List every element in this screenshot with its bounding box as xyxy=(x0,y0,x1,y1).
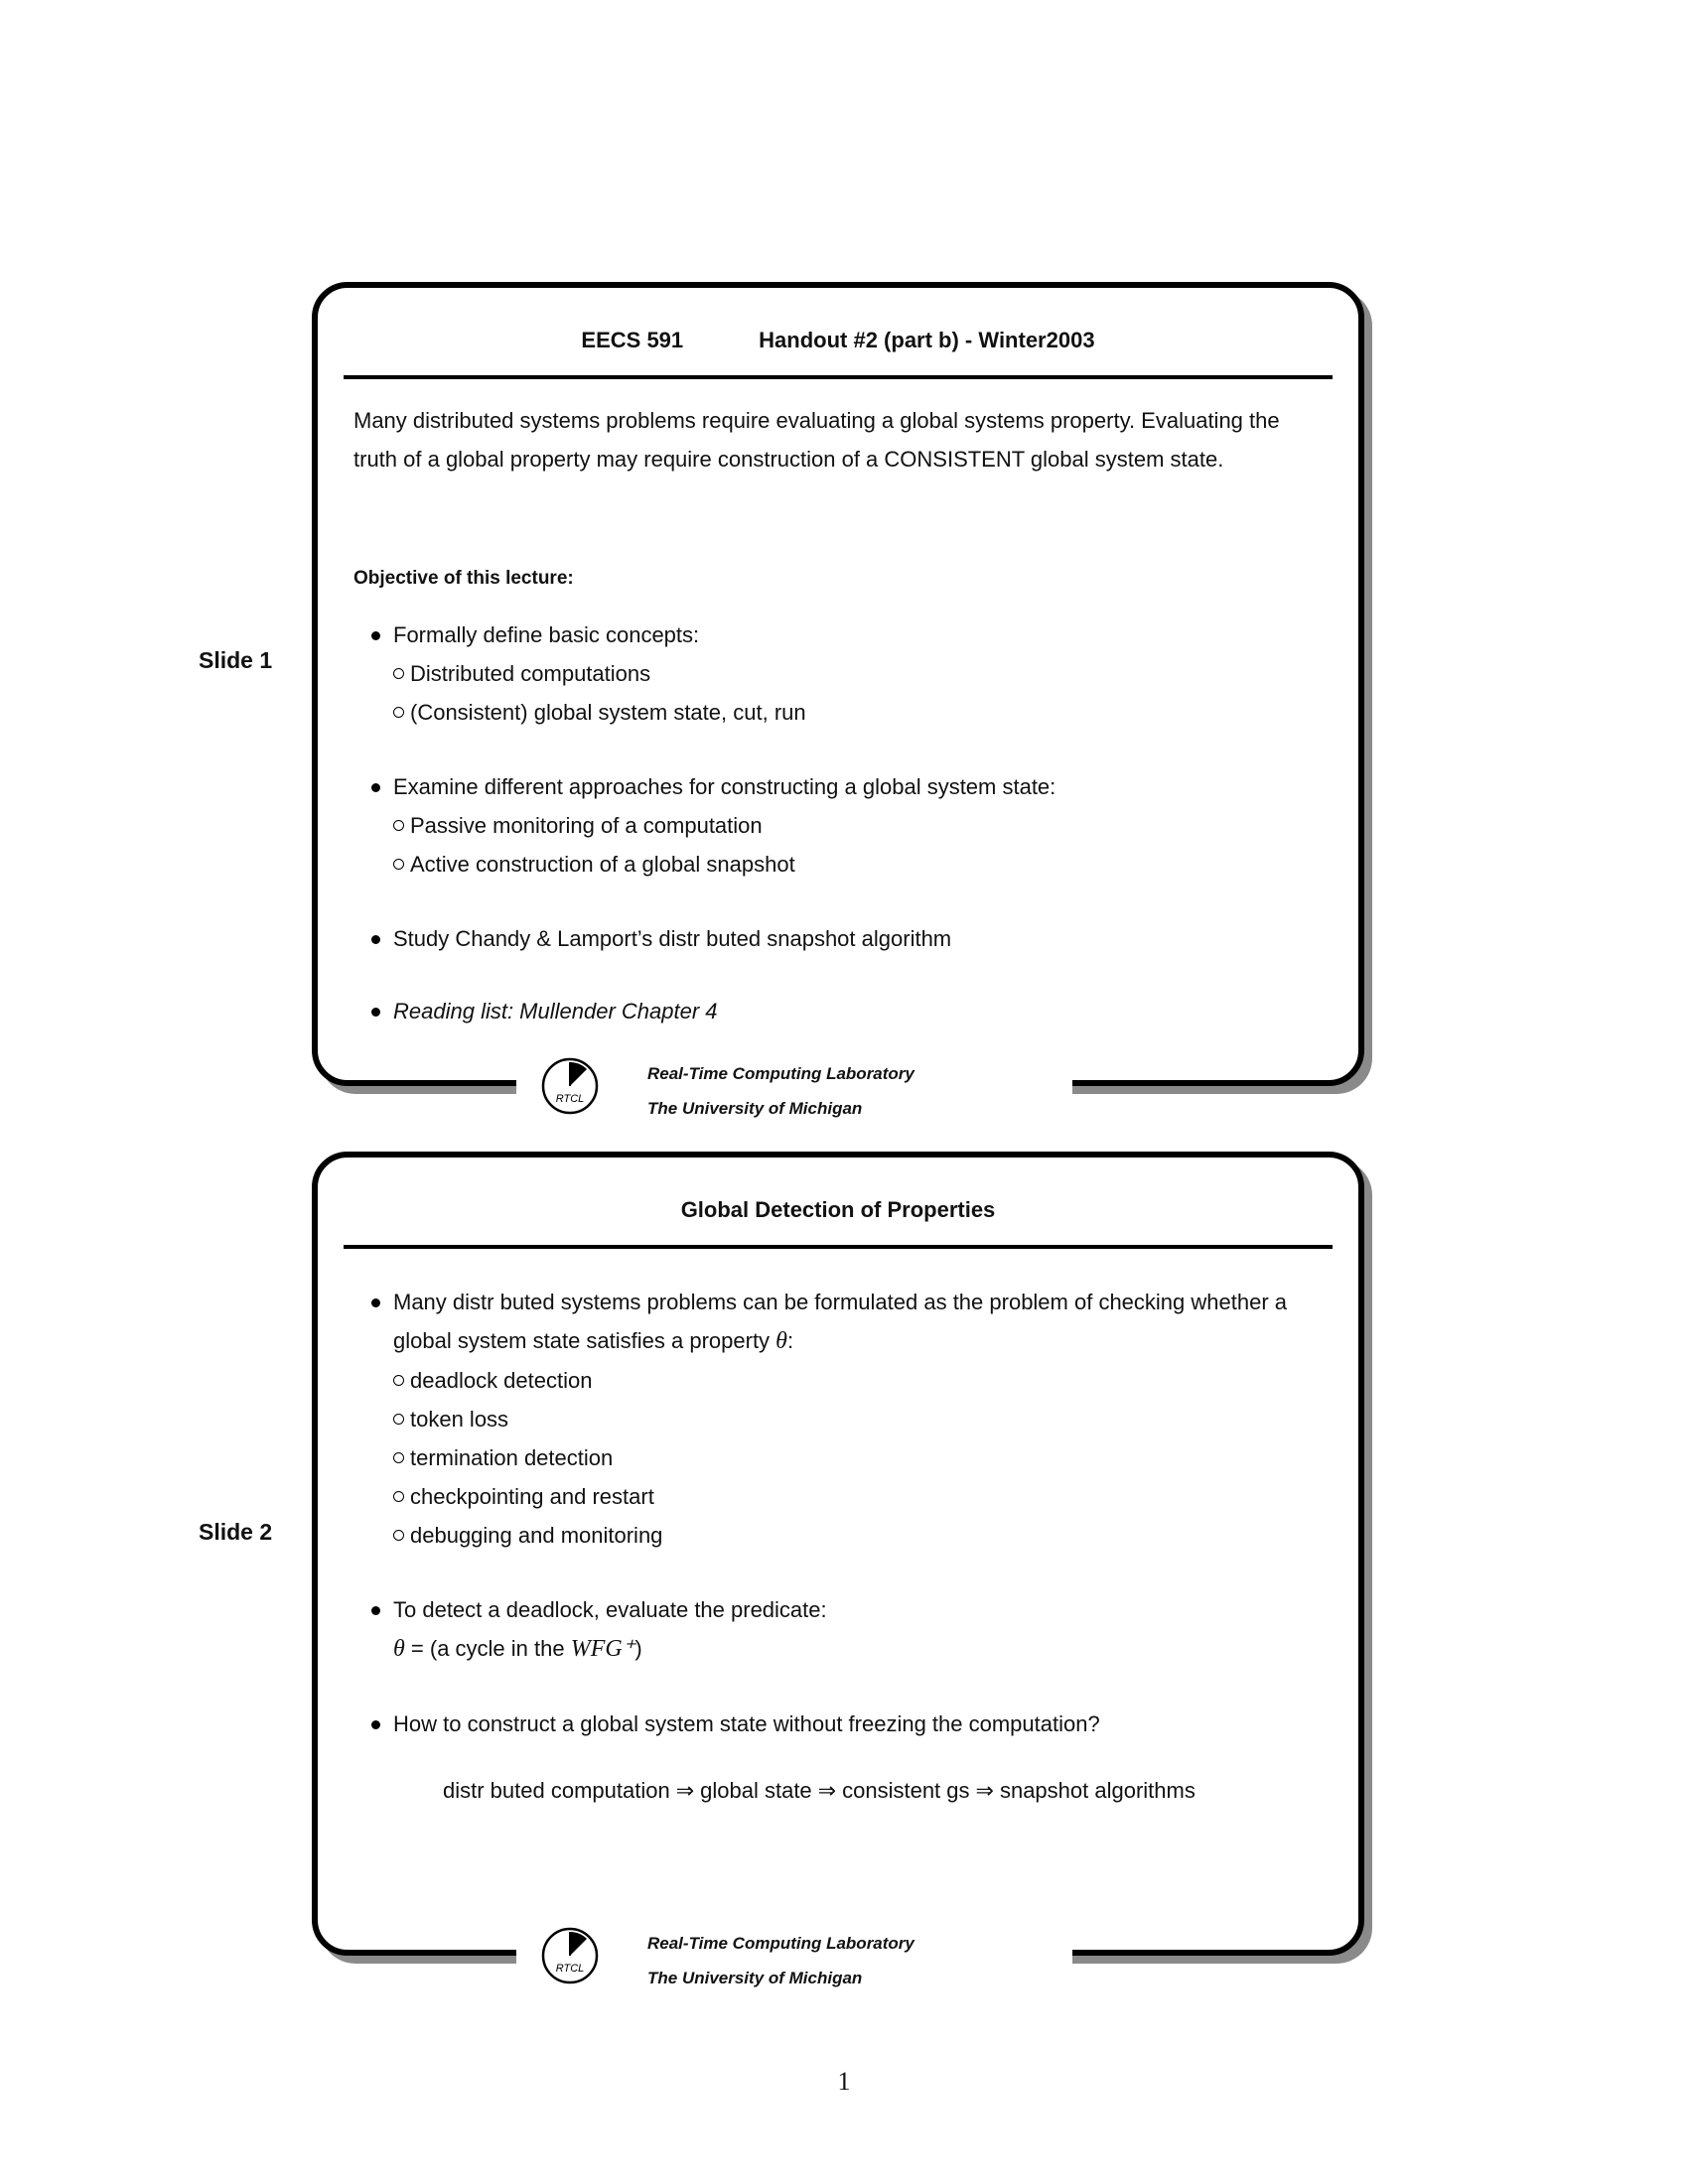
svg-text:RTCL: RTCL xyxy=(555,1963,585,1975)
slide-footer xyxy=(516,1056,1072,1126)
implies-arrow-icon: ⇒ xyxy=(975,1779,994,1804)
circle-bullet-icon xyxy=(393,1375,404,1386)
bullet-icon xyxy=(371,631,380,640)
intro-paragraph: Many distributed systems problems require evaluating a global systems property. Evaluating the truth of a global property may require construction of a CONSISTENT global system state. xyxy=(353,408,1280,472)
slide-1-label: Slide 1 xyxy=(199,647,273,673)
bullet-icon xyxy=(371,1720,380,1729)
circle-bullet-icon xyxy=(393,668,404,679)
implies-arrow-icon: ⇒ xyxy=(675,1779,695,1804)
sub-item: Distributed computations xyxy=(393,654,1329,693)
circle-bullet-icon xyxy=(393,820,404,831)
list-item xyxy=(353,615,1329,732)
circle-bullet-icon xyxy=(393,1491,404,1502)
lab-name: Real-Time Computing Laboratory The University of Michigan xyxy=(647,1064,914,1118)
bullet-text: Many distr buted systems problems can be formulated as the problem of checking whether a xyxy=(393,1290,1288,1314)
rtcl-logo-icon xyxy=(540,1926,600,1985)
sub-item: termination detection xyxy=(393,1438,1329,1477)
predicate: θ = (a cycle in the WFG⁺) xyxy=(393,1636,642,1662)
bullet-icon xyxy=(371,1298,380,1307)
bullet-text: global system state satisfies a property θ: xyxy=(393,1328,794,1354)
sub-item: Active construction of a global snapshot xyxy=(393,845,1329,884)
bullet-icon xyxy=(371,1008,380,1017)
sub-item: checkpointing and restart xyxy=(393,1477,1329,1516)
circle-bullet-icon xyxy=(393,1530,404,1541)
page-number: 1 xyxy=(837,2067,851,2096)
objective-title: Objective of this lecture: xyxy=(353,568,574,589)
slide-2-header: Global Detection of Properties xyxy=(680,1197,996,1222)
list-item xyxy=(353,919,1329,958)
slide-footer xyxy=(516,1926,1072,1995)
slide-2-label: Slide 2 xyxy=(199,1519,273,1545)
implies-arrow-icon: ⇒ xyxy=(817,1779,837,1804)
sub-item: Passive monitoring of a computation xyxy=(393,806,1329,845)
objective-list xyxy=(353,615,1329,1030)
circle-bullet-icon xyxy=(393,859,404,870)
reading-list: Reading list: Mullender Chapter 4 xyxy=(393,999,718,1024)
bullet-text: Examine different approaches for constructing a global system state: xyxy=(393,774,1056,799)
bullet-icon xyxy=(371,935,380,944)
bullet-text: To detect a deadlock, evaluate the predicate: xyxy=(393,1597,827,1622)
svg-text:RTCL: RTCL xyxy=(555,1093,585,1105)
course-code: EECS 591 xyxy=(581,328,684,352)
bullet-icon xyxy=(371,1606,380,1615)
header-rule xyxy=(344,375,1333,379)
slide-1 xyxy=(312,282,1364,1118)
slide-2 xyxy=(312,1152,1364,1987)
list-item xyxy=(353,992,1329,1030)
bullet-text: Study Chandy & Lamport’s distr buted snapshot algorithm xyxy=(393,926,952,951)
sub-item: (Consistent) global system state, cut, run xyxy=(393,693,1329,732)
sub-item: token loss xyxy=(393,1400,1329,1438)
detection-list xyxy=(353,1283,1329,1811)
rtcl-logo-icon xyxy=(540,1056,600,1116)
circle-bullet-icon xyxy=(393,1414,404,1425)
list-item xyxy=(353,767,1329,884)
circle-bullet-icon xyxy=(393,1452,404,1463)
sub-item: deadlock detection xyxy=(393,1361,1329,1400)
bullet-text: How to construct a global system state without freezing the computation? xyxy=(393,1711,1100,1736)
list-item xyxy=(353,1590,1329,1669)
lab-name: Real-Time Computing Laboratory The University of Michigan xyxy=(647,1934,914,1987)
slide-1-header xyxy=(318,328,1358,353)
bullet-text: Formally define basic concepts: xyxy=(393,622,700,647)
bullet-icon xyxy=(371,783,380,792)
header-rule xyxy=(344,1245,1333,1249)
circle-bullet-icon xyxy=(393,707,404,718)
sub-item: debugging and monitoring xyxy=(393,1516,1329,1555)
concept-chain: distr buted computation ⇒ global state ⇒ consistent gs ⇒ snapshot algorithms xyxy=(443,1778,1196,1804)
list-item xyxy=(353,1283,1329,1555)
list-item xyxy=(353,1705,1329,1743)
handout-title: Handout #2 (part b) - Winter2003 xyxy=(759,328,1095,352)
